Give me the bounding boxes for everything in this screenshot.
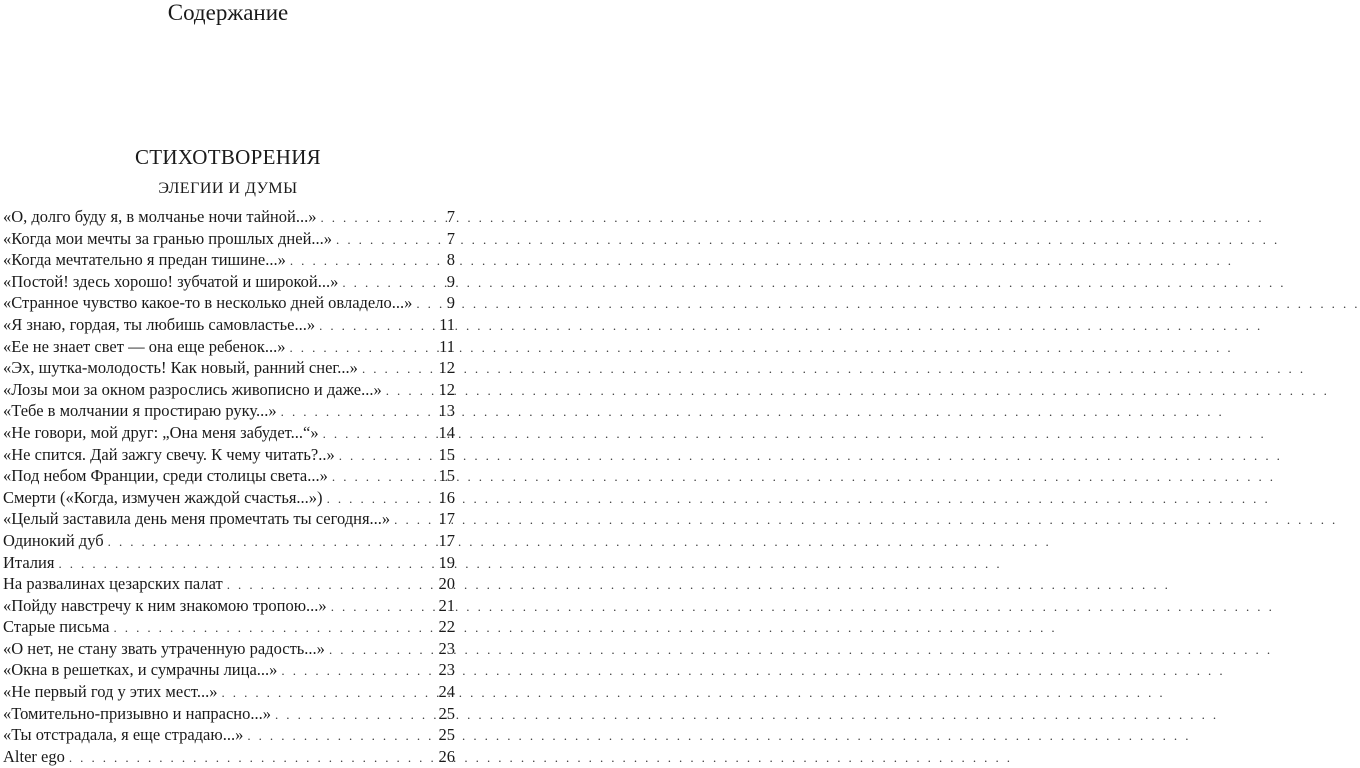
toc-entry	[3, 465, 455, 487]
toc-entry-page-number: 9	[446, 293, 455, 313]
toc-entry	[3, 357, 455, 379]
toc-entry-page-number: 7	[446, 207, 455, 226]
toc-entry	[3, 703, 455, 725]
toc-entry	[3, 508, 455, 530]
toc-entry-page-number: 24	[438, 682, 455, 702]
toc-entry-title: Смерти («Когда, измучен жаждой счастья...»)	[3, 487, 323, 507]
toc-entry	[3, 228, 455, 250]
toc-entry-title: На развалинах цезарских палат	[3, 574, 223, 594]
toc-entry	[3, 487, 455, 509]
toc-entry	[3, 444, 455, 466]
toc-entry-page-number: 23	[438, 660, 455, 680]
toc-dot-leader	[221, 682, 431, 704]
toc-entry-title: «О, долго буду я, в молчанье ночи тайной...»	[3, 207, 317, 226]
page	[0, 0, 456, 766]
toc-entry-page-number: 9	[446, 271, 455, 291]
toc-entry-page-number: 25	[438, 703, 455, 723]
toc-entry-title: Alter ego	[3, 746, 65, 766]
toc-entry-page-number: 23	[438, 638, 455, 658]
toc-entry-title: Одинокий дуб	[3, 530, 104, 550]
toc-dot-leader	[275, 704, 431, 726]
toc-dot-leader	[331, 596, 431, 618]
toc-entry-title: «Под небом Франции, среди столицы света...»	[3, 466, 328, 486]
toc-entry-page-number: 12	[438, 358, 455, 378]
toc-entry-page-number: 20	[438, 574, 455, 594]
section-title: СТИХОТВОРЕНИЯ	[134, 145, 321, 169]
toc-entry-page-number: 19	[438, 552, 455, 572]
toc-dot-leader	[319, 315, 431, 337]
toc-entry-title: «Не первый год у этих мест...»	[3, 682, 218, 702]
toc-entry-title: «Пойду навстречу к ним знакомою тропою...»	[3, 595, 327, 615]
toc-dot-leader	[320, 207, 431, 229]
toc-entry-page-number: 14	[438, 422, 455, 442]
toc-entry-title: «Я знаю, гордая, ты любишь самовластье...»	[3, 314, 316, 334]
toc-dot-leader	[281, 660, 431, 682]
toc-entry	[3, 206, 455, 228]
toc-dot-leader	[386, 380, 431, 402]
toc-entry-title: «Целый заставила день меня промечтать ты сегодня...»	[3, 509, 391, 529]
toc-entry-title: Италия	[3, 552, 55, 572]
toc-entry-page-number: 8	[446, 250, 455, 270]
toc-entry-title: «Постой! здесь хорошо! зубчатой и широкой...»	[3, 271, 339, 291]
toc-entry-title: «Странное чувство какое-то в несколько дней овладело...»	[3, 293, 413, 313]
toc-entry-page-number: 21	[438, 595, 455, 615]
toc-entry-page-number: 15	[438, 466, 455, 486]
toc-entry-title: «Не говори, мой друг: „Она меня забудет...“»	[3, 422, 319, 442]
table-of-contents	[3, 206, 455, 767]
toc-dot-leader	[336, 229, 431, 251]
toc-entry	[3, 422, 455, 444]
toc-entry-page-number: 17	[438, 509, 455, 529]
toc-entry-page-number: 11	[439, 336, 455, 356]
toc-dot-leader	[416, 293, 431, 315]
toc-entry-page-number: 7	[446, 228, 455, 248]
toc-entry	[3, 573, 455, 595]
toc-dot-leader	[323, 423, 431, 445]
toc-dot-leader	[247, 725, 431, 747]
toc-entry	[3, 400, 455, 422]
subsection-title: ЭЛЕГИИ И ДУМЫ	[158, 180, 298, 197]
toc-entry	[3, 552, 455, 574]
toc-entry	[3, 292, 455, 314]
toc-entry-page-number: 15	[438, 444, 455, 464]
page-title: Содержание	[167, 0, 289, 25]
toc-entry	[3, 638, 455, 660]
toc-entry-title: «Эх, шутка-молодость! Как новый, ранний снег...»	[3, 358, 358, 378]
toc-dot-leader	[342, 272, 431, 294]
toc-dot-leader	[108, 531, 431, 553]
toc-entry-title: Старые письма	[3, 617, 110, 637]
toc-dot-leader	[394, 509, 431, 531]
toc-entry	[3, 249, 455, 271]
toc-entry-title: «Лозы мои за окном разрослись живописно и даже...»	[3, 379, 382, 399]
toc-entry-page-number: 25	[438, 725, 455, 745]
toc-entry	[3, 336, 455, 358]
toc-dot-leader	[281, 401, 431, 423]
toc-dot-leader	[58, 553, 431, 575]
toc-dot-leader	[290, 337, 432, 359]
toc-entry	[3, 724, 455, 746]
toc-entry	[3, 271, 455, 293]
toc-dot-leader	[69, 747, 431, 768]
toc-entry-page-number: 17	[438, 530, 455, 550]
toc-entry	[3, 379, 455, 401]
toc-entry-title: «О нет, не стану звать утраченную радость...»	[3, 638, 325, 658]
toc-dot-leader	[227, 574, 431, 596]
toc-entry	[3, 530, 455, 552]
toc-dot-leader	[362, 358, 431, 380]
toc-dot-leader	[332, 466, 431, 488]
toc-dot-leader	[327, 488, 431, 510]
toc-entry-title: «Не спится. Дай зажгу свечу. К чему читать?..»	[3, 444, 335, 464]
toc-entry-page-number: 26	[438, 746, 455, 766]
toc-entry-title: «Ты отстрадала, я еще страдаю...»	[3, 725, 244, 745]
toc-entry-page-number: 16	[438, 487, 455, 507]
toc-entry	[3, 681, 455, 703]
toc-entry-title: «Когда мечтательно я предан тишине...»	[3, 250, 286, 270]
toc-entry-page-number: 13	[438, 401, 455, 421]
toc-entry-title: «Когда мои мечты за гранью прошлых дней...»	[3, 228, 333, 248]
toc-entry-title: «Ее не знает свет — она еще ребенок...»	[3, 336, 286, 356]
toc-entry-page-number: 11	[439, 314, 455, 334]
toc-entry-page-number: 12	[438, 379, 455, 399]
toc-entry	[3, 314, 455, 336]
toc-entry-title: «Окна в решетках, и сумрачны лица...»	[3, 660, 278, 680]
toc-entry-page-number: 22	[438, 617, 455, 637]
toc-entry	[3, 746, 455, 768]
toc-dot-leader	[290, 250, 431, 272]
toc-entry	[3, 659, 455, 681]
toc-entry	[3, 595, 455, 617]
toc-entry	[3, 616, 455, 638]
toc-entry-title: «Томительно-призывно и напрасно...»	[3, 703, 271, 723]
toc-entry-title: «Тебе в молчании я простираю руку...»	[3, 401, 277, 421]
toc-dot-leader	[339, 445, 431, 467]
toc-dot-leader	[113, 617, 431, 639]
toc-dot-leader	[329, 639, 431, 661]
